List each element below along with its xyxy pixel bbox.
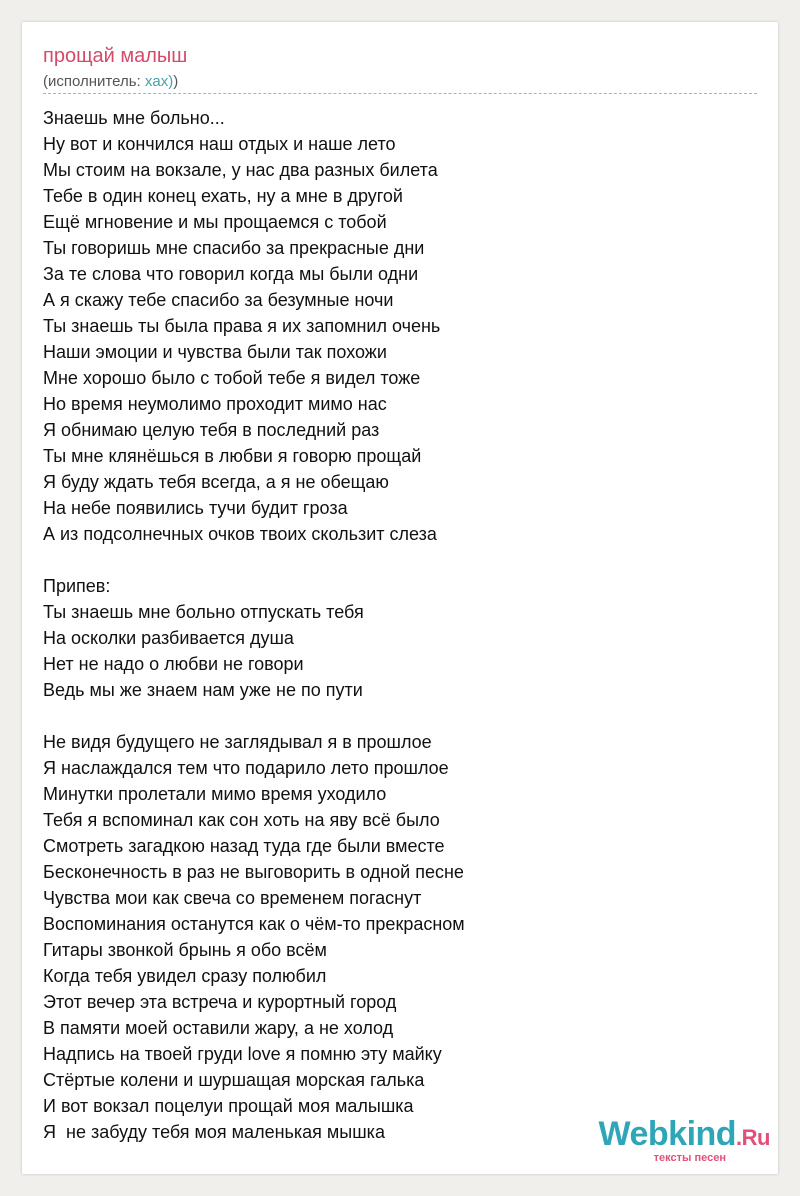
lyric-line: Когда тебя увидел сразу полюбил (43, 966, 327, 986)
lyric-line: Гитары звонкой брынь я обо всём (43, 940, 327, 960)
song-title: прощай малыш (43, 45, 188, 67)
lyric-line: Ещё мгновение и мы прощаемся с тобой (43, 212, 387, 232)
artist-prefix: (исполнитель: (43, 73, 145, 90)
lyric-line: И вот вокзал поцелуи прощай моя малышка (43, 1096, 414, 1116)
lyric-line: Ну вот и кончился наш отдых и наше лето (43, 134, 396, 154)
lyric-line: Воспоминания останутся как о чём-то прекрасном (43, 914, 465, 934)
lyric-line: А из подсолнечных очков твоих скользит слеза (43, 524, 437, 544)
lyric-line: Припев: (43, 576, 111, 596)
lyrics-body (43, 105, 743, 1145)
lyric-line: На осколки разбивается душа (43, 628, 294, 648)
lyric-line: Ты знаешь ты была права я их запомнил очень (43, 316, 441, 336)
lyric-line: Тебе в один конец ехать, ну а мне в другой (43, 186, 403, 206)
artist-line (43, 72, 178, 92)
lyrics-card (22, 22, 778, 1174)
lyric-line: Этот вечер эта встреча и курортный город (43, 992, 397, 1012)
lyric-line: Наши эмоции и чувства были так похожи (43, 342, 387, 362)
lyric-line: Ведь мы же знаем нам уже не по пути (43, 680, 363, 700)
lyric-line: Но время неумолимо проходит мимо нас (43, 394, 387, 414)
lyric-line: Бесконечность в раз не выговорить в одной песне (43, 862, 464, 882)
lyric-line: Знаешь мне больно... (43, 108, 225, 128)
lyric-line: В памяти моей оставили жару, а не холод (43, 1018, 394, 1038)
logo-wordmark (599, 1117, 771, 1155)
lyric-line: А я скажу тебе спасибо за безумные ночи (43, 290, 394, 310)
dashed-divider (43, 93, 757, 94)
lyric-line: Мне хорошо было с тобой тебе я видел тоже (43, 368, 421, 388)
lyric-line: Чувства мои как свеча со временем погаснут (43, 888, 422, 908)
lyric-line: Ты мне клянёшься в любви я говорю прощай (43, 446, 422, 466)
logo-tagline: тексты песен (653, 1152, 726, 1164)
lyric-line: Минутки пролетали мимо время уходило (43, 784, 387, 804)
logo-tld: .Ru (736, 1125, 770, 1150)
lyric-line: Смотреть загадкою назад туда где были вместе (43, 836, 445, 856)
lyric-line: Тебя я вспоминал как сон хоть на яву всё было (43, 810, 440, 830)
lyric-line: Не видя будущего не заглядывал я в прошлое (43, 732, 432, 752)
lyric-line: На небе появились тучи будит гроза (43, 498, 348, 518)
logo-name: Webkind (598, 1115, 737, 1153)
site-logo[interactable] (599, 1117, 771, 1164)
lyric-line: Я обнимаю целую тебя в последний раз (43, 420, 380, 440)
lyric-line: Я буду ждать тебя всегда, а я не обещаю (43, 472, 389, 492)
lyric-line: Надпись на твоей груди love я помню эту майку (43, 1044, 442, 1064)
lyric-line: Нет не надо о любви не говори (43, 654, 304, 674)
stanza-break (43, 547, 743, 573)
lyric-line: За те слова что говорил когда мы были одни (43, 264, 419, 284)
lyric-line: Мы стоим на вокзале, у нас два разных билета (43, 160, 438, 180)
lyric-line: Ты знаешь мне больно отпускать тебя (43, 602, 364, 622)
lyric-line: Я не забуду тебя моя маленькая мышка (43, 1122, 385, 1142)
lyric-line: Ты говоришь мне спасибо за прекрасные дни (43, 238, 425, 258)
artist-link[interactable]: xax) (144, 73, 174, 90)
stanza-break (43, 703, 743, 729)
lyric-line: Стёртые колени и шуршащая морская галька (43, 1070, 425, 1090)
artist-suffix: ) (173, 73, 179, 90)
lyric-line: Я наслаждался тем что подарило лето прошлое (43, 758, 449, 778)
